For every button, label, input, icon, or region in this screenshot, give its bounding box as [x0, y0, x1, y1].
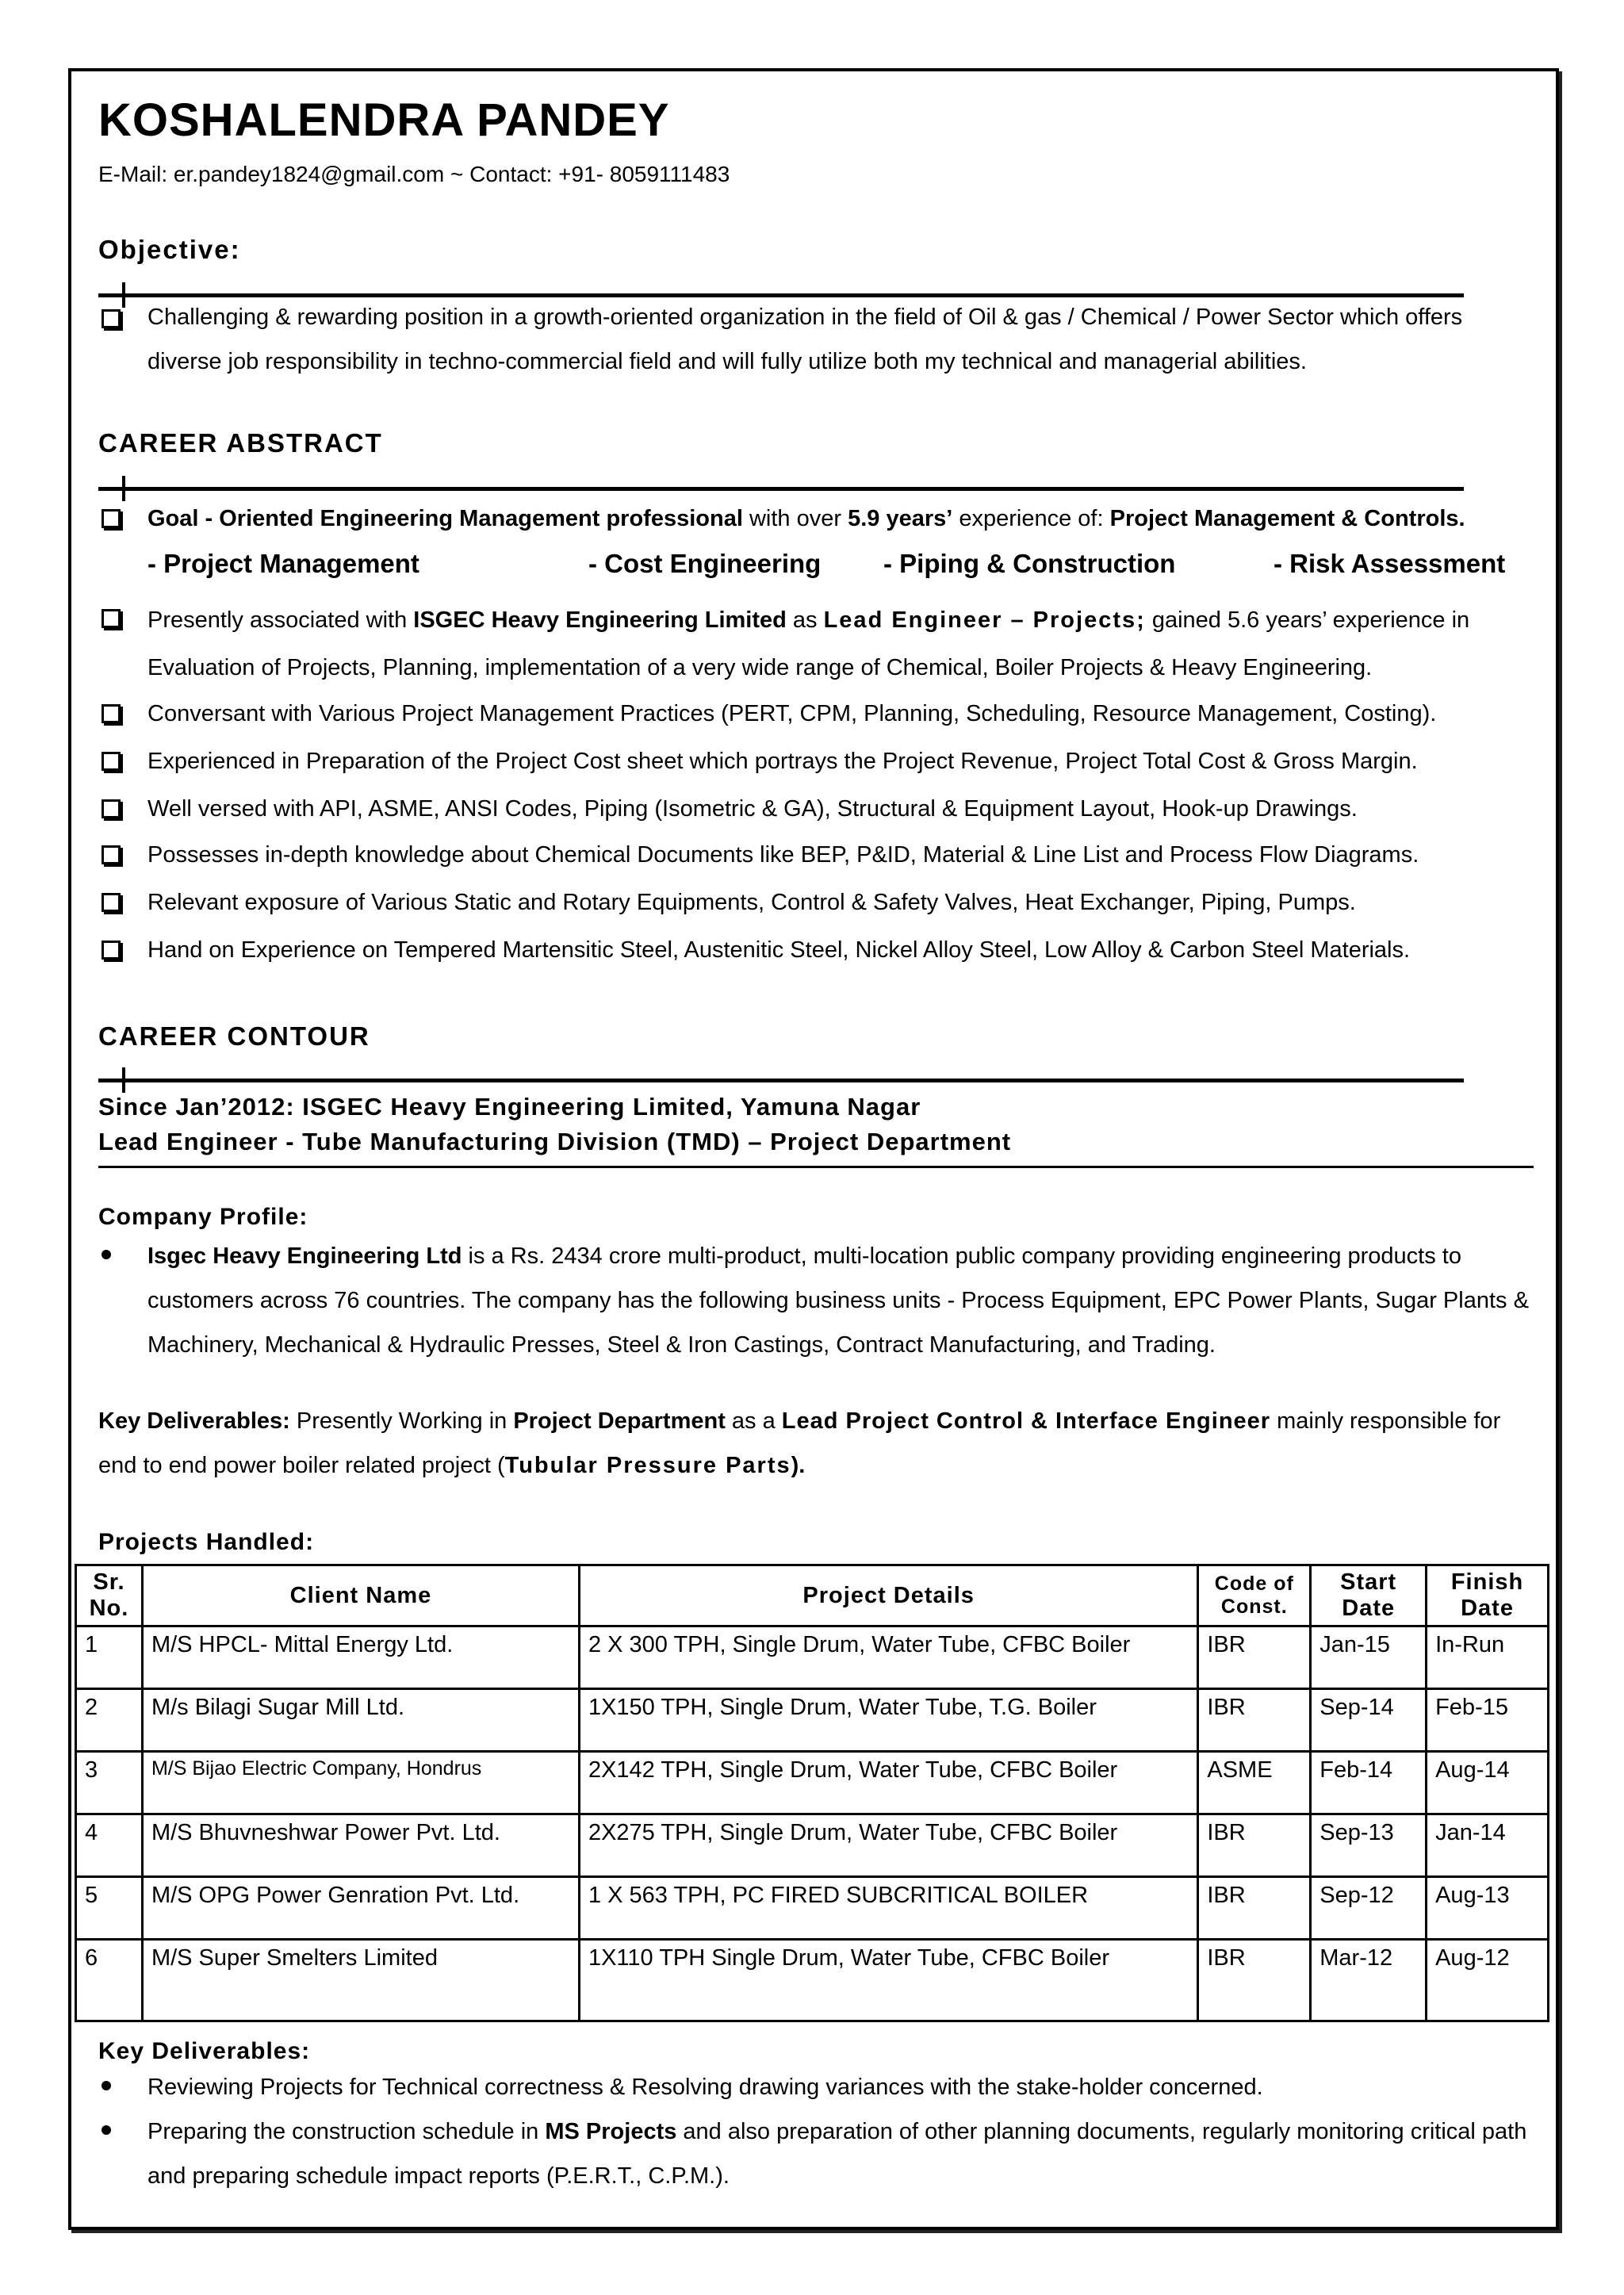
candidate-name: KOSHALENDRA PANDEY: [98, 94, 670, 146]
checkbox-bullet-icon: [102, 752, 121, 771]
kd-label: Key Deliverables:: [98, 1408, 290, 1434]
abstract-item-text: Experienced in Preparation of the Project Cost sheet which portrays the Project Revenue, Project Total Cost & Gross Margin.: [147, 749, 1418, 774]
text: as a: [725, 1408, 782, 1434]
company-bold: ISGEC Heavy Engineering Limited: [413, 607, 787, 633]
table-row: [76, 1752, 1549, 1814]
cell-finish: Aug-14: [1427, 1752, 1549, 1814]
section-rule: [98, 1079, 1464, 1082]
cell-details: 2X142 TPH, Single Drum, Water Tube, CFBC Boiler: [579, 1752, 1197, 1814]
text: with over: [742, 506, 848, 531]
profile-text: is a Rs. 2434 crore multi-product, multi-location public company providing engineering products to customers across 76 countries. The company has the following business units - Process Equipment, EPC Power Plants, Sugar Plants & Machinery, Mechanical & Hydraulic Presses, Steel & Iron Castings, Contract Manufacturing, and Trading.: [147, 1243, 1529, 1358]
role-bold: Lead Project Control & Interface Engineer: [781, 1408, 1271, 1434]
table-row: [76, 1689, 1549, 1752]
cell-start: Mar-12: [1311, 1940, 1427, 2021]
table-row: [76, 1626, 1549, 1689]
table-row: [76, 1877, 1549, 1940]
cell-code: IBR: [1198, 1626, 1311, 1689]
cell-finish: Aug-13: [1427, 1877, 1549, 1940]
cell-finish: In-Run: [1427, 1626, 1549, 1689]
projects-table: [75, 1564, 1549, 2022]
cell-code: IBR: [1198, 1940, 1311, 2021]
table-row: [76, 1814, 1549, 1877]
text: as: [786, 607, 824, 633]
goal-oriented-bold: Goal - Oriented Engineering Management professional: [147, 506, 743, 531]
cell-details: 1 X 563 TPH, PC FIRED SUBCRITICAL BOILER: [579, 1877, 1197, 1940]
checkbox-bullet-icon: [102, 799, 121, 818]
text: Preparing the construction schedule in: [147, 2119, 546, 2144]
text: Presently associated with: [147, 607, 414, 633]
tpp-bold: Tubular Pressure Parts: [504, 1453, 791, 1478]
checkbox-bullet-icon: [102, 845, 121, 864]
text: ).: [791, 1453, 806, 1478]
text: Presently Working in: [289, 1408, 514, 1434]
contact-line: E-Mail: er.pandey1824@gmail.com ~ Contact: +91- 8059111483: [98, 162, 730, 186]
cell-sr: 3: [76, 1752, 143, 1814]
checkbox-bullet-icon: [102, 609, 121, 628]
objective-heading: Objective:: [98, 235, 241, 264]
checkbox-bullet-icon: [102, 509, 121, 528]
cell-finish: Feb-15: [1427, 1689, 1549, 1752]
company-profile-heading: Company Profile:: [98, 1204, 308, 1230]
cell-client: M/S OPG Power Genration Pvt. Ltd.: [142, 1877, 579, 1940]
objective-text: Challenging & rewarding position in a growth-oriented organization in the field of Oil & gas / Chemical / Power Sector which offers diverse job responsibility in techno-commercial field and will fully utilize both my technical and managerial abilities.: [147, 305, 1463, 374]
projects-handled-heading: Projects Handled:: [98, 1529, 315, 1555]
cell-client: M/s Bilagi Sugar Mill Ltd.: [142, 1689, 579, 1752]
career-abstract-heading: CAREER ABSTRACT: [98, 428, 383, 458]
checkbox-bullet-icon: [102, 941, 121, 960]
cell-details: 2 X 300 TPH, Single Drum, Water Tube, CFBC Boiler: [579, 1626, 1197, 1689]
cell-code: ASME: [1198, 1752, 1311, 1814]
cell-finish: Aug-12: [1427, 1940, 1549, 2021]
cell-client: M/S Bijao Electric Company, Hondrus: [142, 1752, 579, 1814]
cell-client: M/S HPCL- Mittal Energy Ltd.: [142, 1626, 579, 1689]
key-deliverables-1: [98, 1399, 1534, 1488]
company-name-bold: Isgec Heavy Engineering Ltd: [147, 1243, 462, 1269]
cell-code: IBR: [1198, 1877, 1311, 1940]
bullet-dot-icon: [102, 2081, 111, 2090]
cell-sr: 6: [76, 1940, 143, 2021]
text: gained 5.6 years’ experience in Evaluation of Projects, Planning, implementation of a very wide range of Chemical, Boiler Projects & Heavy Engineering.: [147, 607, 1470, 680]
cell-details: 2X275 TPH, Single Drum, Water Tube, CFBC Boiler: [579, 1814, 1197, 1877]
area-cost-engineering: - Cost Engineering: [588, 549, 822, 578]
cell-start: Jan-15: [1311, 1626, 1427, 1689]
cell-details: 1X150 TPH, Single Drum, Water Tube, T.G. Boiler: [579, 1689, 1197, 1752]
career-contour-heading: CAREER CONTOUR: [98, 1021, 370, 1051]
kd2-item-text: Reviewing Projects for Technical correctness & Resolving drawing variances with the stake-holder concerned.: [147, 2075, 1263, 2100]
cell-start: Sep-14: [1311, 1689, 1427, 1752]
text: experience of:: [952, 506, 1110, 531]
header-sr: Sr. No.: [76, 1565, 143, 1626]
years-bold: 5.9 years’: [848, 506, 953, 531]
abstract-item-text: Hand on Experience on Tempered Martensitic Steel, Austenitic Steel, Nickel Alloy Steel, Low Alloy & Carbon Steel Materials.: [147, 937, 1411, 963]
abstract-item-text: Relevant exposure of Various Static and Rotary Equipments, Control & Safety Valves, Heat Exchanger, Piping, Pumps.: [147, 890, 1356, 915]
cell-sr: 2: [76, 1689, 143, 1752]
header-finish: Finish Date: [1427, 1565, 1549, 1626]
header-client: Client Name: [142, 1565, 579, 1626]
cell-client: M/S Bhuvneshwar Power Pvt. Ltd.: [142, 1814, 579, 1877]
checkbox-bullet-icon: [102, 704, 121, 723]
header-details: Project Details: [579, 1565, 1197, 1626]
cell-client: M/S Super Smelters Limited: [142, 1940, 579, 2021]
cell-sr: 5: [76, 1877, 143, 1940]
bullet-dot-icon: [102, 1250, 111, 1259]
area-project-management: - Project Management: [147, 549, 419, 578]
header-code: Code of Const.: [1198, 1565, 1311, 1626]
pm-controls-bold: Project Management & Controls.: [1109, 506, 1465, 531]
cell-code: IBR: [1198, 1689, 1311, 1752]
area-piping-construction: - Piping & Construction: [883, 549, 1176, 578]
cell-details: 1X110 TPH Single Drum, Water Tube, CFBC Boiler: [579, 1940, 1197, 2021]
section-rule: [98, 487, 1464, 491]
text: and also preparation of other planning documents, regularly monitoring critical path and preparing schedule impact reports (P.E.R.T., C.P.M.).: [147, 2119, 1527, 2189]
table-row: [76, 1940, 1549, 2021]
area-risk-assessment: - Risk Assessment: [1274, 549, 1506, 578]
ms-projects-bold: MS Projects: [545, 2119, 677, 2144]
cell-code: IBR: [1198, 1814, 1311, 1877]
cell-sr: 4: [76, 1814, 143, 1877]
table-header-row: [76, 1565, 1549, 1626]
abstract-item-text: Conversant with Various Project Management Practices (PERT, CPM, Planning, Scheduling, Resource Management, Costing).: [147, 701, 1437, 726]
header-start: Start Date: [1311, 1565, 1427, 1626]
checkbox-bullet-icon: [102, 893, 121, 912]
job-line-2: Lead Engineer - Tube Manufacturing Division (TMD) – Project Department: [98, 1128, 1012, 1155]
abstract-item-text: Possesses in-depth knowledge about Chemical Documents like BEP, P&ID, Material & Line List and Process Flow Diagrams.: [147, 842, 1419, 868]
cell-sr: 1: [76, 1626, 143, 1689]
role-bold: Lead Engineer – Projects;: [823, 607, 1146, 633]
job-line-1: Since Jan’2012: ISGEC Heavy Engineering Limited, Yamuna Nagar: [98, 1093, 921, 1121]
cell-finish: Jan-14: [1427, 1814, 1549, 1877]
cell-start: Sep-12: [1311, 1877, 1427, 1940]
text: mainly responsible for end to end power boiler related project (: [98, 1408, 1501, 1478]
checkbox-bullet-icon: [102, 309, 121, 328]
abstract-item-text: Well versed with API, ASME, ANSI Codes, Piping (Isometric & GA), Structural & Equipment Layout, Hook-up Drawings.: [147, 796, 1358, 822]
divider: [98, 1166, 1534, 1168]
cell-start: Feb-14: [1311, 1752, 1427, 1814]
dept-bold: Project Department: [513, 1408, 726, 1434]
key-deliverables-2-heading: Key Deliverables:: [98, 2038, 311, 2064]
cell-start: Sep-13: [1311, 1814, 1427, 1877]
bullet-dot-icon: [102, 2125, 111, 2135]
